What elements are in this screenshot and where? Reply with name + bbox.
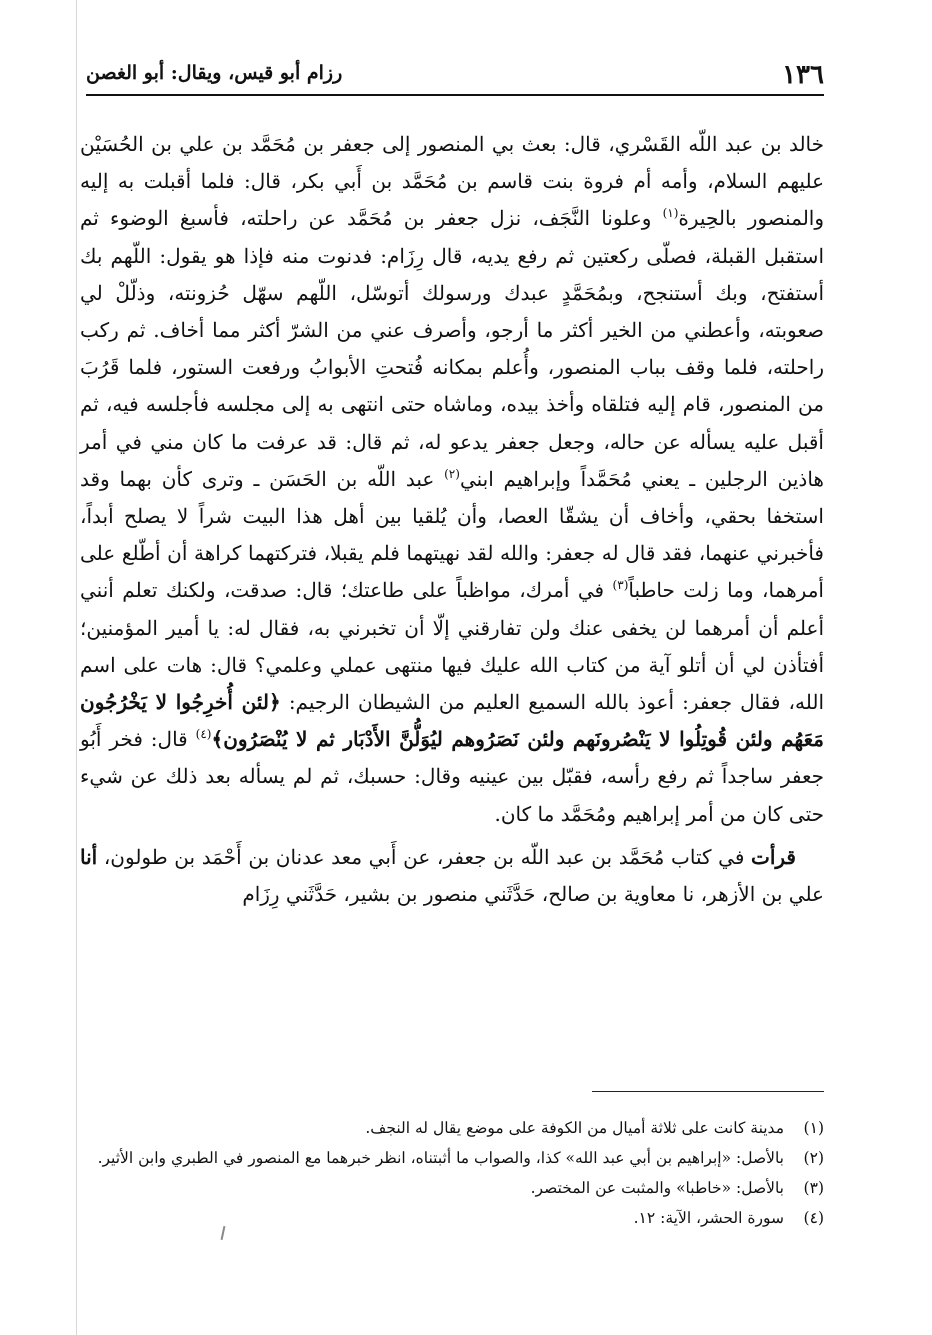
text-segment: قال: فخر أَبُو جعفر ساجداً ثم رفع رأسه، فقبّل بين عينيه وقال: حسبك، ثم لم يسأله بعد ذلك عن شيء حتى كان من أمر إبراهيم ومُحَمَّد ما كان. [80,727,824,826]
page-header [86,52,824,92]
footnote-text: بالأصل: «إبراهيم بن أبي عبد الله» كذا، والصواب ما أثبتناه، انظر خبرهما مع المنصور في الطبري وابن الأثير. [97,1149,784,1167]
footnote-text: بالأصل: «خاطبا» والمثبت عن المختصر. [530,1179,784,1197]
lead-word: أنا [80,844,98,869]
footnote-ref-4: (٤) [195,727,212,742]
main-text [80,126,824,913]
footnote-4 [80,1205,824,1231]
text-segment: في كتاب مُحَمَّد بن عبد اللّه بن جعفر، عن أَبي معد عدنان بن أَحْمَد بن طولون، [97,844,752,869]
footnote-ref-1: (١) [662,206,679,221]
footnote-1 [80,1115,824,1141]
text-segment: علي بن الأزهر، نا معاوية بن صالح، حَدَّثَني منصور بن بشير، حَدَّثَني رِزَام [242,882,824,907]
footnote-2 [80,1145,824,1171]
footnote-text: سورة الحشر، الآية: ١٢. [633,1209,784,1227]
footnotes [80,1115,824,1235]
scan-binding-line [76,0,77,1335]
running-title: رزام أبو قيس، ويقال: أبو الغصن [86,62,343,84]
footnote-rule [592,1091,824,1092]
footnote-number: (٣) [803,1179,824,1197]
footnote-number: (٤) [803,1209,824,1227]
footnote-text: مدينة كانت على ثلاثة أميال من الكوفة على موضع يقال له النجف. [365,1119,784,1137]
text-segment: في أمرك، مواظباً على طاعتك؛ قال: صدقت، ولكنك تعلم أنني أعلم أن أمرهما لن يخفى عنك ولن تفارقني إلّا أن تخبرني به، فقال له: يا أمير المؤمنين؛ أفتأذن لي أن أتلو آية من كتاب الله عليك فيها منتهى عملي وعلمي؟ قال: هات على اسم الله، فقال جعفر: أعوذ بالله السميع العليم من الشيطان الرجيم: [80,578,825,715]
lead-word: قرأت [751,844,796,869]
text-segment: خالد بن عبد اللّه القَسْري، قال: بعث بي المنصور إلى جعفر بن مُحَمَّد بن علي بن الحُسَيْن عليهم السلام، وأمه أم فروة بنت قاسم بن مُحَمَّد بن أَبي بكر، قال: فلما أقبلت به إليه والمنصور بالحِيرة [80,132,825,231]
footnote-number: (٢) [803,1149,824,1167]
paragraph-1 [80,126,824,833]
quran-verse: ﴿لئن أُخرِجُوا لا يَخْرُجُون مَعَهُم ولئن قُوتِلُوا لا يَنْصُرونَهم ولئن نَصَرُوهم ليُوَلُّنَّ الأَدْبَار ثم لا يُنْصَرُون﴾ [80,690,824,752]
header-rule [86,94,824,96]
paragraph-2 [80,839,824,913]
page-number: ١٣٦ [782,60,824,90]
text-segment: وعلونا النَّجَف، نزل جعفر بن مُحَمَّد عن راحلته، فأسبغ الوضوء ثم استقبل القبلة، فصلّى ركعتين ثم رفع يديه، قال رِزَام: فدنوت منه فإذا هو يقول: اللّهم بك أستفتح، وبك أستنجح، وبمُحَمَّدٍ عبدك ورسولك أتوسّل، اللّهم سهّل حُزونته، وذلّلْ لي صعوبته، وأعطني من الخير أكثر ما أرجو، وأصرف عني من الشرّ أكثر مما أخاف. ثم ركب راحلته، فلما وقف بباب المنصور، وأُعلم بمكانه فُتحتِ الأبوابُ ورفعت الستور، فلما قَرُبَ من المنصور، قام إليه فتلقاه وأخذ بيده، وماشاه حتى انتهى به إلى مجلسه فأجلسه فيه، ثم أقبل عليه يسأله عن حاله، وجعل جعفر يدعو له، ثم قال: قد عرفت ما كان مني في أمر هاذين الرجلين ـ يعني مُحَمَّداً وإبراهيم ابني [80,206,824,491]
footnote-3 [80,1175,824,1201]
footnote-ref-3: (٣) [612,578,629,593]
footnote-ref-2: (٢) [444,466,460,481]
text-segment: عبد اللّه بن الحَسَن ـ وترى كأن بهما وقد استخفا بحقي، وأخاف أن يشقّا العصا، وأن يُلقيا بين أهل هذا البيت شراً لا يصلح أبداً، فأخبرني عنهما، فقد قال له جعفر: والله لقد نهيتهما فلم يقبلا، فتركتهما كراهة أن أطّلع على أمرهما، وما زلت حاطباً [80,466,824,603]
footnote-number: (١) [803,1119,824,1137]
